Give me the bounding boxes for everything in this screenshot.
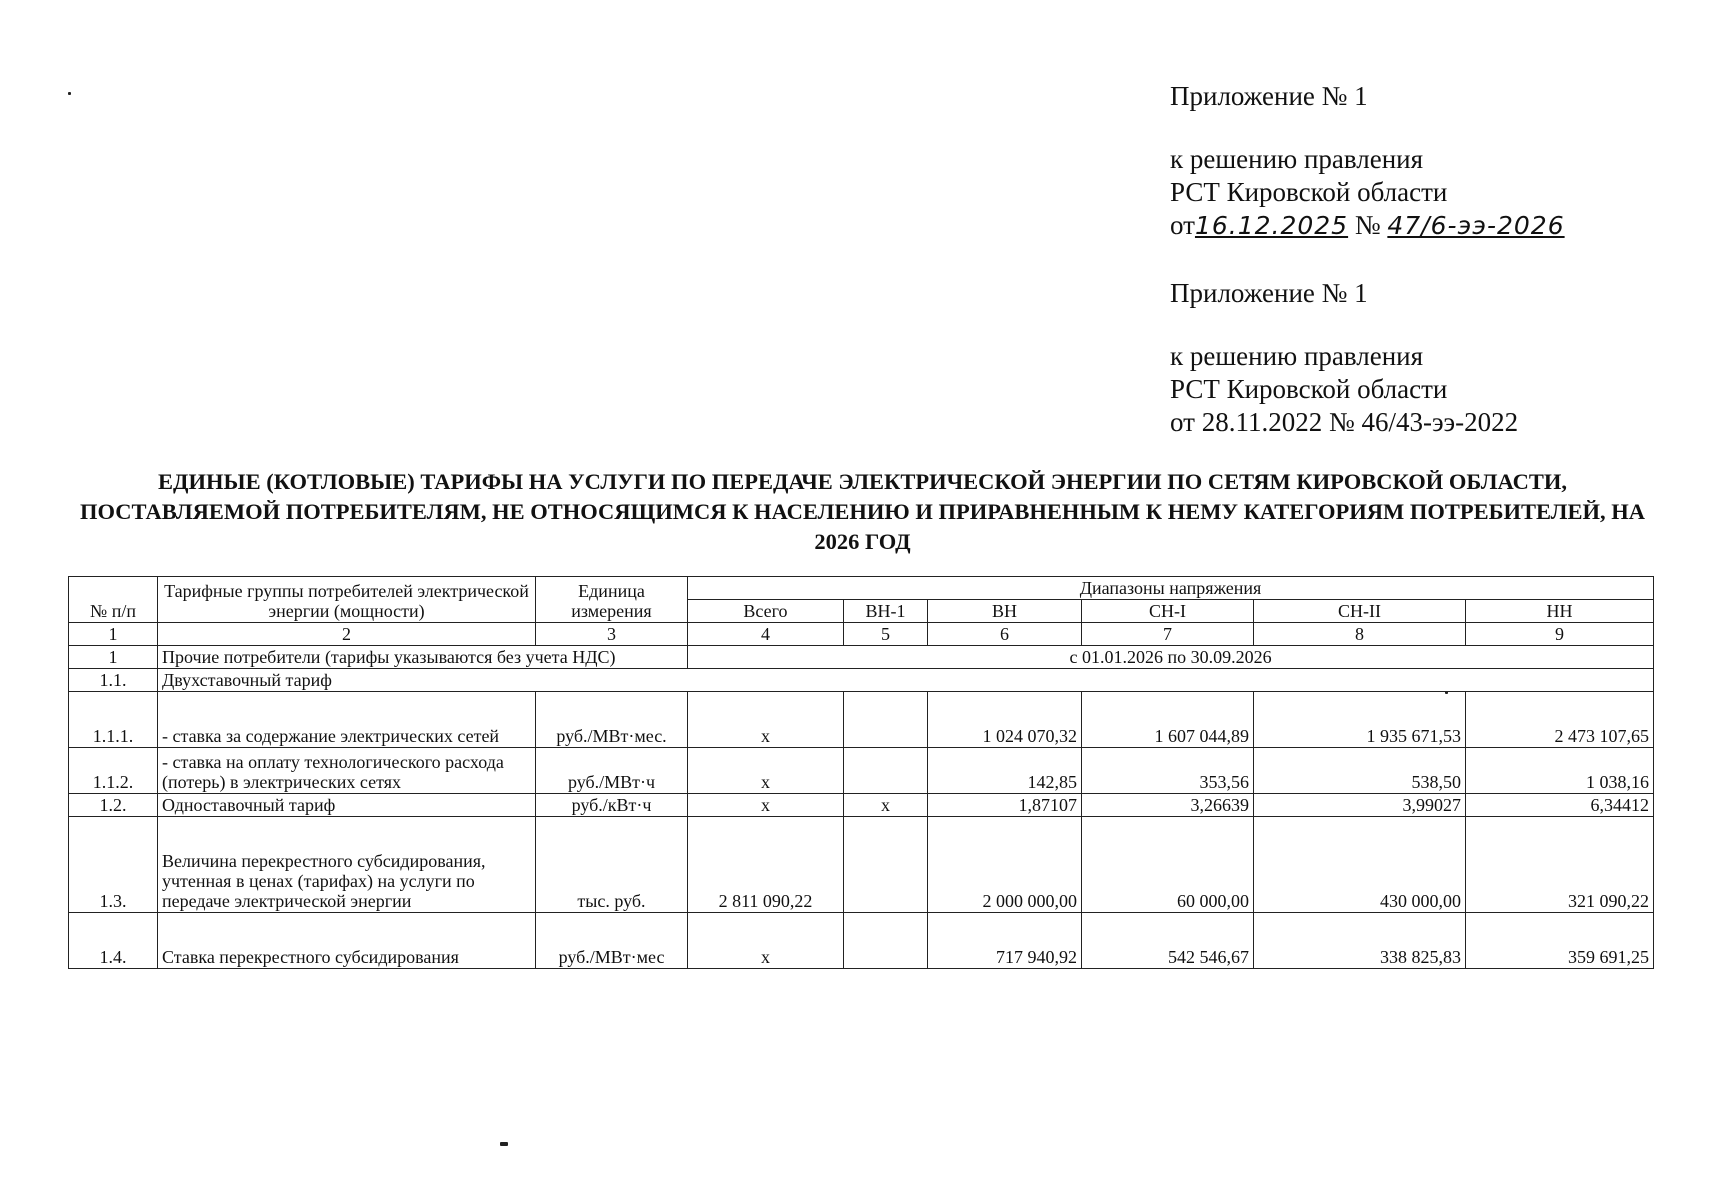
- appendix-old-block: [1170, 277, 1518, 439]
- row-sn1: 542 546,67: [1082, 913, 1254, 969]
- row-unit: руб./МВт·ч: [536, 748, 688, 794]
- column-number: 4: [688, 623, 844, 646]
- row-total: х: [688, 794, 844, 817]
- row-total: 2 811 090,22: [688, 817, 844, 913]
- header-unit: Единица измерения: [536, 577, 688, 623]
- sub-section-label: Двухставочный тариф: [158, 669, 1654, 692]
- header-sn1: СН-I: [1082, 600, 1254, 623]
- row-unit: руб./кВт·ч: [536, 794, 688, 817]
- section-period: с 01.01.2026 по 30.09.2026: [688, 646, 1654, 669]
- row-vn1: х: [844, 794, 928, 817]
- row-sn2: 3,99027: [1254, 794, 1466, 817]
- table-row: [69, 692, 1654, 748]
- row-sn2: 430 000,00: [1254, 817, 1466, 913]
- date-prefix: от: [1170, 210, 1195, 240]
- header-vn: ВН: [928, 600, 1082, 623]
- handwritten-date: 16.12.2025: [1194, 211, 1349, 240]
- header-sn2: СН-II: [1254, 600, 1466, 623]
- row-unit: тыс. руб.: [536, 817, 688, 913]
- row-vn: 142,85: [928, 748, 1082, 794]
- row-vn1: [844, 692, 928, 748]
- document-title: ЕДИНЫЕ (КОТЛОВЫЕ) ТАРИФЫ НА УСЛУГИ ПО ПЕРЕДАЧЕ ЭЛЕКТРИЧЕСКОЙ ЭНЕРГИИ ПО СЕТЯМ КИРОВСКОЙ ОБЛАСТИ, ПОСТАВЛЯЕМОЙ ПОТРЕБИТЕЛЯМ, НЕ ОТНОСЯЩИМСЯ К НАСЕЛЕНИЮ И ПРИРАВНЕННЫМ К НЕМУ КАТЕГОРИЯМ ПОТРЕБИТЕЛЕЙ, НА 2026 ГОД: [80, 469, 1645, 554]
- appendix-old-title: Приложение № 1: [1170, 278, 1368, 308]
- row-sn1: 3,26639: [1082, 794, 1254, 817]
- header-ranges: Диапазоны напряжения: [688, 577, 1654, 600]
- row-num: 1.2.: [69, 794, 158, 817]
- row-sn2: 1 935 671,53: [1254, 692, 1466, 748]
- row-sn2: 538,50: [1254, 748, 1466, 794]
- row-nn: 359 691,25: [1466, 913, 1654, 969]
- column-number: 3: [536, 623, 688, 646]
- section-num: 1: [69, 646, 158, 669]
- row-nn: 1 038,16: [1466, 748, 1654, 794]
- section-row: [69, 646, 1654, 669]
- row-vn: 2 000 000,00: [928, 817, 1082, 913]
- column-number: 1: [69, 623, 158, 646]
- sub-section-row: [69, 669, 1654, 692]
- row-sn1: 60 000,00: [1082, 817, 1254, 913]
- row-num: 1.1.1.: [69, 692, 158, 748]
- row-num: 1.1.2.: [69, 748, 158, 794]
- column-number: 7: [1082, 623, 1254, 646]
- appendix-new-line2: РСТ Кировской области: [1170, 177, 1448, 207]
- scan-speck: [68, 92, 71, 95]
- row-nn: 321 090,22: [1466, 817, 1654, 913]
- appendix-old-line3: от 28.11.2022 № 46/43-ээ-2022: [1170, 407, 1519, 437]
- row-vn: 1 024 070,32: [928, 692, 1082, 748]
- row-vn1: [844, 817, 928, 913]
- row-num: 1.3.: [69, 817, 158, 913]
- row-sn1: 353,56: [1082, 748, 1254, 794]
- appendix-old-line1: к решению правления: [1170, 341, 1424, 371]
- column-number: 6: [928, 623, 1082, 646]
- row-vn1: [844, 748, 928, 794]
- section-label: Прочие потребители (тарифы указываются без учета НДС): [158, 646, 688, 669]
- header-vn1: ВН-1: [844, 600, 928, 623]
- appendix-new-date-line: [1170, 209, 1565, 242]
- column-number: 9: [1466, 623, 1654, 646]
- row-unit: руб./МВт·мес: [536, 913, 688, 969]
- appendix-old-line2: РСТ Кировской области: [1170, 374, 1448, 404]
- row-num: 1.4.: [69, 913, 158, 969]
- header-nn: НН: [1466, 600, 1654, 623]
- row-nn: 2 473 107,65: [1466, 692, 1654, 748]
- scan-speck: [500, 1142, 508, 1146]
- number-prefix: №: [1354, 210, 1381, 240]
- table-row: [69, 817, 1654, 913]
- header-row-1: [69, 577, 1654, 600]
- appendix-new-title: Приложение № 1: [1170, 81, 1368, 111]
- sub-section-num: 1.1.: [69, 669, 158, 692]
- row-total: х: [688, 748, 844, 794]
- row-label: - ставка за содержание электрических сетей: [158, 692, 536, 748]
- row-label: Одноставочный тариф: [158, 794, 536, 817]
- row-label: Ставка перекрестного субсидирования: [158, 913, 536, 969]
- row-label: - ставка на оплату технологического расхода (потерь) в электрических сетях: [158, 748, 536, 794]
- row-nn: 6,34412: [1466, 794, 1654, 817]
- row-vn: 1,87107: [928, 794, 1082, 817]
- table-row: [69, 913, 1654, 969]
- table-row: [69, 794, 1654, 817]
- appendix-new-line1: к решению правления: [1170, 144, 1424, 174]
- appendix-new-block: [1170, 80, 1565, 242]
- header-num: № п/п: [69, 577, 158, 623]
- tariff-table: [68, 576, 1654, 969]
- row-total: х: [688, 913, 844, 969]
- column-number: 2: [158, 623, 536, 646]
- header-total: Всего: [688, 600, 844, 623]
- column-number: 8: [1254, 623, 1466, 646]
- row-total: х: [688, 692, 844, 748]
- column-number: 5: [844, 623, 928, 646]
- row-unit: руб./МВт·мес.: [536, 692, 688, 748]
- column-number-row: [69, 623, 1654, 646]
- row-vn1: [844, 913, 928, 969]
- header-group: Тарифные группы потребителей электрической энергии (мощности): [158, 577, 536, 623]
- row-sn1: 1 607 044,89: [1082, 692, 1254, 748]
- row-label: Величина перекрестного субсидирования, учтенная в ценах (тарифах) на услуги по передаче электрической энергии: [158, 817, 536, 913]
- row-sn2: 338 825,83: [1254, 913, 1466, 969]
- handwritten-number: 47/6-ээ-2026: [1387, 211, 1565, 240]
- table-row: [69, 748, 1654, 794]
- row-vn: 717 940,92: [928, 913, 1082, 969]
